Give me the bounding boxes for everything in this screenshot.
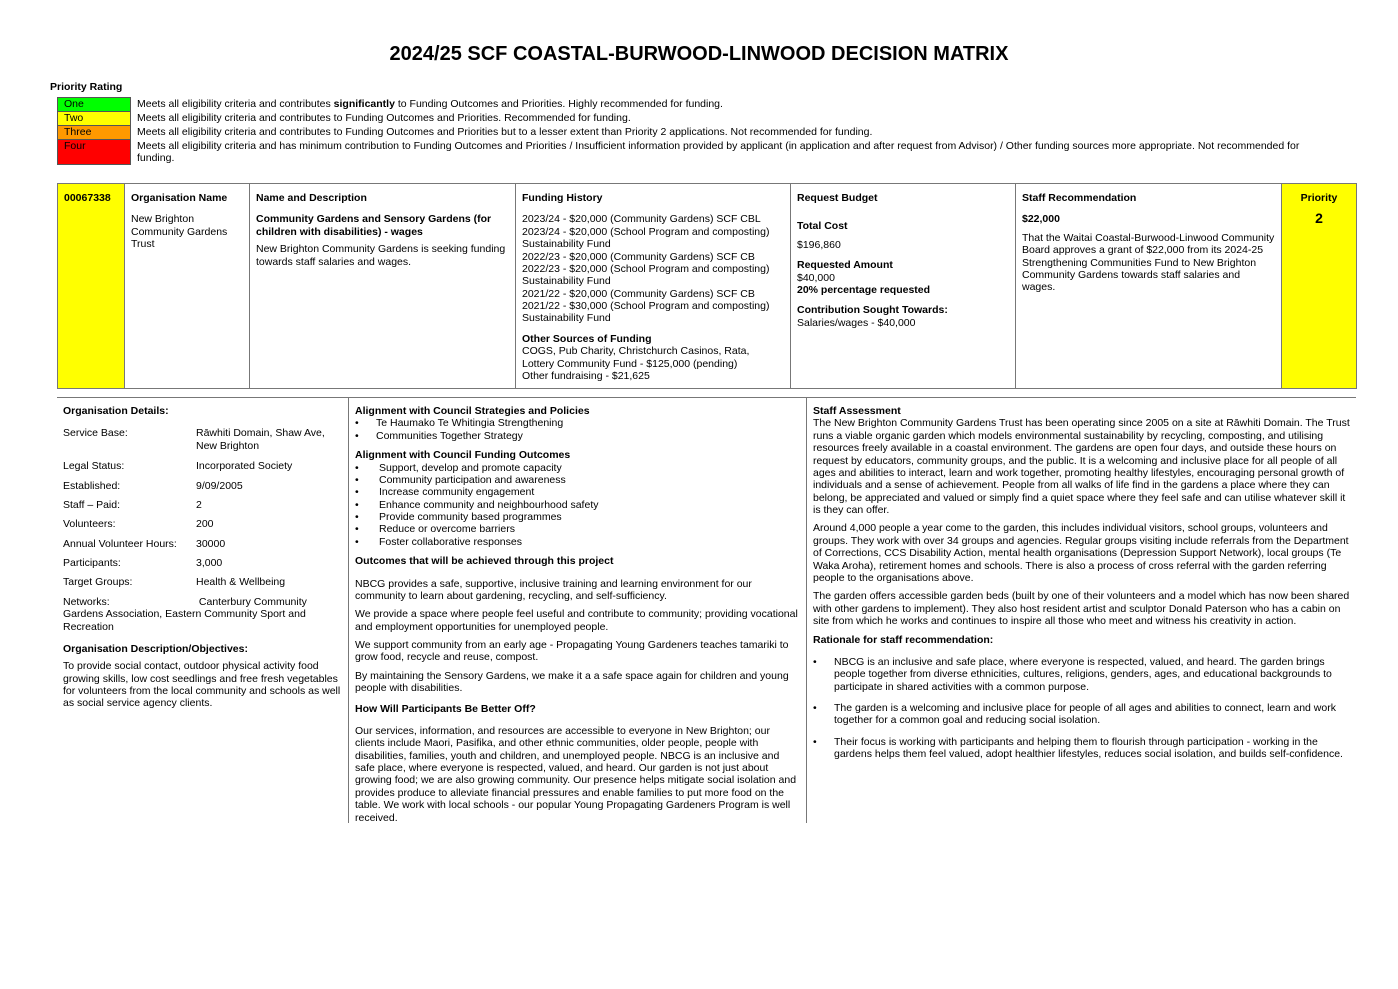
org-details-header: Organisation Details: — [63, 405, 169, 417]
outcome-paragraph: We support community from an early age - Propagating Young Gardeners teaches tamariki to grow food, recycle and reuse, compost. — [355, 639, 789, 664]
detail-row: Target Groups: Health & Wellbeing — [63, 576, 286, 589]
staff-assessment-section — [813, 405, 1350, 760]
organisation-cell — [125, 184, 250, 389]
requested-label: Requested Amount — [797, 259, 893, 272]
list-item: • Provide community based programmes — [355, 511, 801, 523]
legend-row — [58, 112, 1317, 126]
description-cell — [250, 184, 516, 389]
staff-rec-text: That the Waitai Coastal-Burwood-Linwood Community Board approves a grant of $22,000 from its 2024-25 Strengthening Communities Fund to New Brighton Community Gardens towards staff salaries and wages. — [1022, 231, 1275, 294]
legend-text-three: Meets all eligibility criteria and contributes to Funding Outcomes and Priorities but to a lesser extent than Priority 2 applications. Not recommended for funding. — [137, 125, 873, 138]
staff-rec-amount: $22,000 — [1022, 213, 1060, 226]
outcome-paragraph: We provide a space where people feel useful and contribute to community; providing vocational and employment opportunities for unemployed people. — [355, 608, 798, 633]
legend-text-four: Meets all eligibility criteria and has minimum contribution to Funding Outcomes and Priorities / Insufficient information provided by applicant (in application and after request from Advisor) / Other funding sources more appropriate. Not recommended for funding. — [137, 139, 1300, 164]
org-desc-header: Organisation Description/Objectives: — [63, 642, 248, 655]
detail-row: Volunteers: 200 — [63, 518, 214, 531]
requested-amount: $40,000 — [797, 271, 835, 284]
outcomes-header: Alignment with Council Funding Outcomes — [355, 449, 571, 462]
other-sources-header: Other Sources of Funding — [522, 332, 652, 345]
list-item: • Increase community engagement — [355, 486, 801, 498]
sought-label: Contribution Sought Towards: — [797, 304, 948, 317]
legend-swatch-four: Four — [58, 140, 131, 165]
detail-row: Staff – Paid: 2 — [63, 498, 202, 511]
funding-history-item: 2023/24 - $20,000 (School Program and composting) Sustainability Fund — [522, 225, 770, 251]
strategies-list — [355, 417, 801, 442]
desc-header: Name and Description — [256, 192, 367, 204]
priority-rating-label: Priority Rating — [50, 81, 123, 93]
rationale-list — [813, 656, 1350, 761]
legend-text-two: Meets all eligibility criteria and contributes to Funding Outcomes and Priorities. Recommended for funding. — [137, 111, 631, 124]
list-item: • The garden is a welcoming and inclusive place for people of all ages and abilities to connect, learn and work together for a common goal and reducing social isolation. — [813, 702, 1350, 727]
list-item: • Communities Together Strategy — [355, 430, 801, 442]
priority-legend — [57, 97, 1317, 165]
org-name: New Brighton Community Gardens Trust — [131, 213, 228, 251]
funding-history-cell — [516, 184, 791, 389]
better-off-header: How Will Participants Be Better Off? — [355, 702, 536, 715]
legend-row — [58, 98, 1317, 112]
budget-header: Request Budget — [797, 192, 878, 204]
funding-history-item: 2021/22 - $20,000 (Community Gardens) SCF CB — [522, 287, 755, 300]
outcome-paragraph: By maintaining the Sensory Gardens, we make it a a safe space again for children and young people with disabilities. — [355, 669, 789, 695]
total-cost: $196,860 — [797, 238, 841, 251]
sought-towards: Salaries/wages - $40,000 — [797, 316, 916, 329]
project-desc: New Brighton Community Gardens is seeking funding towards staff salaries and wages. — [256, 243, 506, 268]
detail-row: Participants: 3,000 — [63, 557, 223, 569]
assessment-paragraph: The New Brighton Community Gardens Trust has been operating since 2005 on a site at Rāwhiti Domain. The Trust runs a viable organic garden which models environmental sustainability by recycling, composting, and utilising resources freely available in a coastal environment. The gardens are open four days, and outside these hours on request by educators, community groups, and the public. It is a welcoming and inclusive place for all people of all ages and abilities to interact, learn and work together, promoting healthy lifestyles, encouraging personal growth of individuals and a sense of achievement. People from all walks of life find in the gardens a place where they can belong, be appreciated and valued or simply find a quiet space where they feel safe and can utilise whatever skill it is they can offer. — [813, 417, 1350, 516]
detail-row: Annual Volunteer Hours: 30000 — [63, 537, 226, 550]
strategies-header: Alignment with Council Strategies and Policies — [355, 405, 590, 417]
detail-row: Service Base: Rāwhiti Domain, Shaw Ave, New Brighton — [63, 427, 325, 452]
assessment-paragraph: The garden offers accessible garden beds (built by one of their volunteers and a model which has now been shared with other gardens to implement). They also host resident artist and sculptor Donald Paterson who has a cabin on site from which he works and continues to inspire all those who meet and witness his creativity in action. — [813, 590, 1350, 627]
org-name-header: Organisation Name — [131, 192, 228, 204]
project-outcomes-header: Outcomes that will be achieved through this project — [355, 555, 614, 568]
column-divider — [806, 398, 807, 823]
outcomes-list — [355, 462, 801, 549]
application-table — [57, 183, 1357, 389]
funding-history-item: 2022/23 - $20,000 (Community Gardens) SCF CB — [522, 250, 755, 263]
other-source-item: COGS, Pub Charity, Christchurch Casinos, Rata, Lottery Community Fund - $125,000 (pending) — [522, 345, 750, 370]
total-cost-label: Total Cost — [797, 220, 848, 233]
funding-history-header: Funding History — [522, 192, 603, 204]
request-budget-cell — [791, 184, 1016, 389]
detail-row: Established: 9/09/2005 — [63, 479, 243, 492]
legend-row — [58, 140, 1317, 165]
rationale-header: Rationale for staff recommendation: — [813, 634, 994, 647]
application-id-cell — [58, 184, 125, 389]
funding-history-item: 2022/23 - $20,000 (School Program and composting) Sustainability Fund — [522, 262, 770, 288]
staff-recommendation-cell — [1016, 184, 1282, 389]
priority-cell — [1282, 184, 1357, 389]
list-item: • Reduce or overcome barriers — [355, 523, 801, 535]
organisation-details — [63, 405, 343, 710]
page-title: 2024/25 SCF COASTAL-BURWOOD-LINWOOD DECISION MATRIX — [389, 43, 1009, 65]
detail-row-networks: Networks: Canterbury Community Gardens Association, Eastern Community Sport and Recreation — [63, 595, 307, 633]
priority-value: 2 — [1315, 210, 1323, 227]
legend-row — [58, 126, 1317, 140]
detail-row: Legal Status: Incorporated Society — [63, 460, 293, 473]
org-desc-text: To provide social contact, outdoor physical activity food growing skills, low cost seedlings and free fresh vegetables for volunteers from the local community and schools as well as social service agency clients. — [63, 660, 341, 710]
list-item: • NBCG is an inclusive and safe place, where everyone is respected, valued, and heard. The garden brings people together from diverse ethnicities, cultures, religions, genders, ages, and educational backgrounds to participate in shared activities with a common purpose. — [813, 656, 1350, 693]
legend-text-one: Meets all eligibility criteria and contributes significantly to Funding Outcomes and Priorities. Highly recommended for funding. — [137, 97, 723, 110]
legend-swatch-three: Three — [58, 126, 131, 140]
list-item: • Foster collaborative responses — [355, 536, 801, 548]
list-item: • Support, develop and promote capacity — [355, 462, 801, 474]
priority-label: Priority — [1300, 192, 1338, 204]
project-name: Community Gardens and Sensory Gardens (for children with disabilities) - wages — [256, 213, 492, 238]
outcome-paragraph: NBCG provides a safe, supportive, inclusive training and learning environment for our community to learn about gardening, recycling, and self-sufficiency. — [355, 577, 752, 602]
funding-history-item: 2023/24 - $20,000 (Community Gardens) SCF CBL — [522, 213, 761, 226]
other-source-item: Other fundraising - $21,625 — [522, 369, 650, 382]
application-id: 00067338 — [64, 192, 111, 204]
alignment-section — [355, 405, 801, 824]
list-item: • Enhance community and neighbourhood safety — [355, 499, 801, 511]
list-item: • Their focus is working with participants and helping them to flourish through participation - working in the gardens helps them feel valued, adopt healthier lifestyles, reduces social isolation, and builds self-confidence. — [813, 736, 1350, 761]
better-off-text: Our services, information, and resources are accessible to everyone in New Brighton; our clients include Maori, Pasifika, and other ethnic communities, older people, people with disabilities, families, youth and children, and unemployed people. NBCG is an inclusive and safe place, where everyone is respected, valued, and heard. Our garden is not just about growing food; we are also growing community. Our presence helps mitigate social isolation and provides produce to alleviate financial pressures and enable families to put more food on the table. We work with local schools - our popular Young Propagating Gardeners Program is well received. — [355, 724, 797, 824]
list-item: • Community participation and awareness — [355, 474, 801, 486]
assessment-header: Staff Assessment — [813, 405, 901, 417]
list-item: • Te Haumako Te Whitingia Strengthening — [355, 417, 801, 429]
funding-history-item: 2021/22 - $30,000 (School Program and composting) Sustainability Fund — [522, 300, 770, 325]
section-divider — [57, 397, 1356, 398]
assessment-paragraph: Around 4,000 people a year come to the garden, this includes individual visitors, school groups, volunteers and groups. They work with over 34 groups and agencies. Regular groups visiting include referrals from the Department of Corrections, CCS Disability Action, mental health organisations (Depression Support Network), local groups (Te Waka Aroha), retirement homes and schools. There is also a process of cross referral with the garden referring people to the organisations above. — [813, 522, 1349, 584]
column-divider — [348, 398, 349, 823]
requested-percent: 20% percentage requested — [797, 283, 931, 296]
staff-rec-header: Staff Recommendation — [1022, 192, 1137, 204]
legend-swatch-one: One — [58, 98, 131, 112]
legend-swatch-two: Two — [58, 112, 131, 126]
